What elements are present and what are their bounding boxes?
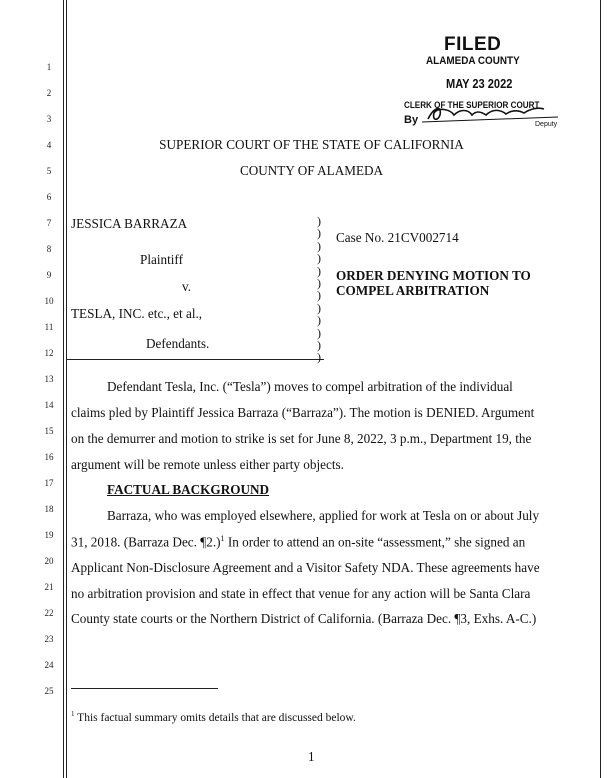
order-title-line2: COMPEL ARBITRATION — [336, 283, 490, 298]
line-number: 12 — [44, 348, 54, 358]
footnote-text: This factual summary omits details that are discussed below. — [74, 711, 356, 724]
margin-rule-right — [600, 0, 601, 778]
margin-rule-left-inner — [66, 0, 67, 778]
body-line-post: In order to attend an on-site “assessment,” she signed an — [224, 534, 526, 550]
page-number: 1 — [308, 749, 315, 764]
plaintiff-label: Plaintiff — [140, 252, 183, 267]
court-county: COUNTY OF ALAMEDA — [239, 163, 384, 178]
stamp-county: ALAMEDA COUNTY — [426, 55, 520, 67]
stamp-deputy: Deputy — [535, 121, 558, 128]
stamp-date: MAY 23 2022 — [446, 76, 513, 91]
line-number: 18 — [44, 504, 54, 514]
line-number: 22 — [44, 608, 54, 618]
body-line — [71, 534, 525, 550]
line-number: 2 — [46, 88, 52, 98]
court-name: SUPERIOR COURT OF THE STATE OF CALIFORNIA — [159, 137, 464, 152]
line-number: 24 — [44, 660, 54, 670]
plaintiff-name: JESSICA BARRAZA — [71, 216, 188, 231]
body-line: no arbitration provision and state in effect that venue for any action will be Santa Clara — [71, 586, 531, 601]
versus: v. — [182, 279, 192, 294]
footnote-reference[interactable]: 1 — [220, 534, 225, 543]
body-line: Defendant Tesla, Inc. (“Tesla”) moves to compel arbitration of the individual — [107, 379, 513, 394]
line-number: 6 — [46, 192, 52, 202]
footnote-separator — [71, 688, 218, 689]
margin-rule-left-outer — [63, 0, 64, 778]
line-number: 20 — [44, 556, 54, 566]
footnote-marker: 1 — [71, 710, 75, 718]
defendant-name: TESLA, INC. etc., et al., — [71, 306, 203, 321]
line-number: 15 — [44, 426, 54, 436]
section-heading: FACTUAL BACKGROUND — [107, 482, 270, 497]
line-number: 11 — [44, 322, 54, 332]
body-line: claims pled by Plaintiff Jessica Barraza (“Barraza”). The motion is DENIED. Argument — [71, 405, 535, 420]
line-number: 5 — [46, 166, 52, 176]
body-line: Barraza, who was employed elsewhere, applied for work at Tesla on or about July — [107, 508, 540, 523]
order-title-line1: ORDER DENYING MOTION TO — [336, 268, 531, 283]
line-number: 13 — [44, 374, 54, 384]
body-line: Applicant Non-Disclosure Agreement and a Visitor Safety NDA. These agreements have — [71, 560, 540, 575]
line-number: 9 — [46, 270, 52, 280]
stamp-filed: FILED — [444, 34, 502, 55]
body-line: on the demurrer and motion to strike is set for June 8, 2022, 3 p.m., Department 19, the — [71, 431, 532, 446]
line-number: 23 — [44, 634, 54, 644]
line-number: 21 — [44, 582, 54, 592]
line-number: 14 — [44, 400, 54, 410]
line-number: 17 — [44, 478, 54, 488]
body-line: argument will be remote unless either party objects. — [71, 457, 344, 472]
line-number: 4 — [46, 140, 52, 150]
line-number: 16 — [44, 452, 54, 462]
line-number: 1 — [46, 62, 52, 72]
line-number: 3 — [46, 114, 52, 124]
body-line-pre: 31, 2018. (Barraza Dec. ¶2.) — [71, 534, 221, 550]
line-number: 8 — [46, 244, 52, 254]
line-number: 10 — [44, 296, 54, 306]
line-number: 7 — [46, 218, 52, 228]
footnote — [71, 710, 356, 724]
stamp-clerk: CLERK OF THE SUPERIOR COURT — [404, 100, 540, 110]
line-number: 19 — [44, 530, 54, 540]
stamp-by: By — [404, 114, 419, 126]
line-number: 25 — [44, 686, 54, 696]
caption-underline — [67, 359, 324, 360]
body-line: County state courts or the Northern District of California. (Barraza Dec. ¶3, Exhs. A-C.) — [71, 611, 537, 626]
defendant-label: Defendants. — [146, 336, 210, 351]
case-number: Case No. 21CV002714 — [336, 230, 459, 245]
caption-brackets: ) ) ) ) ) ) ) ) ) ) ) ) — [317, 214, 321, 365]
